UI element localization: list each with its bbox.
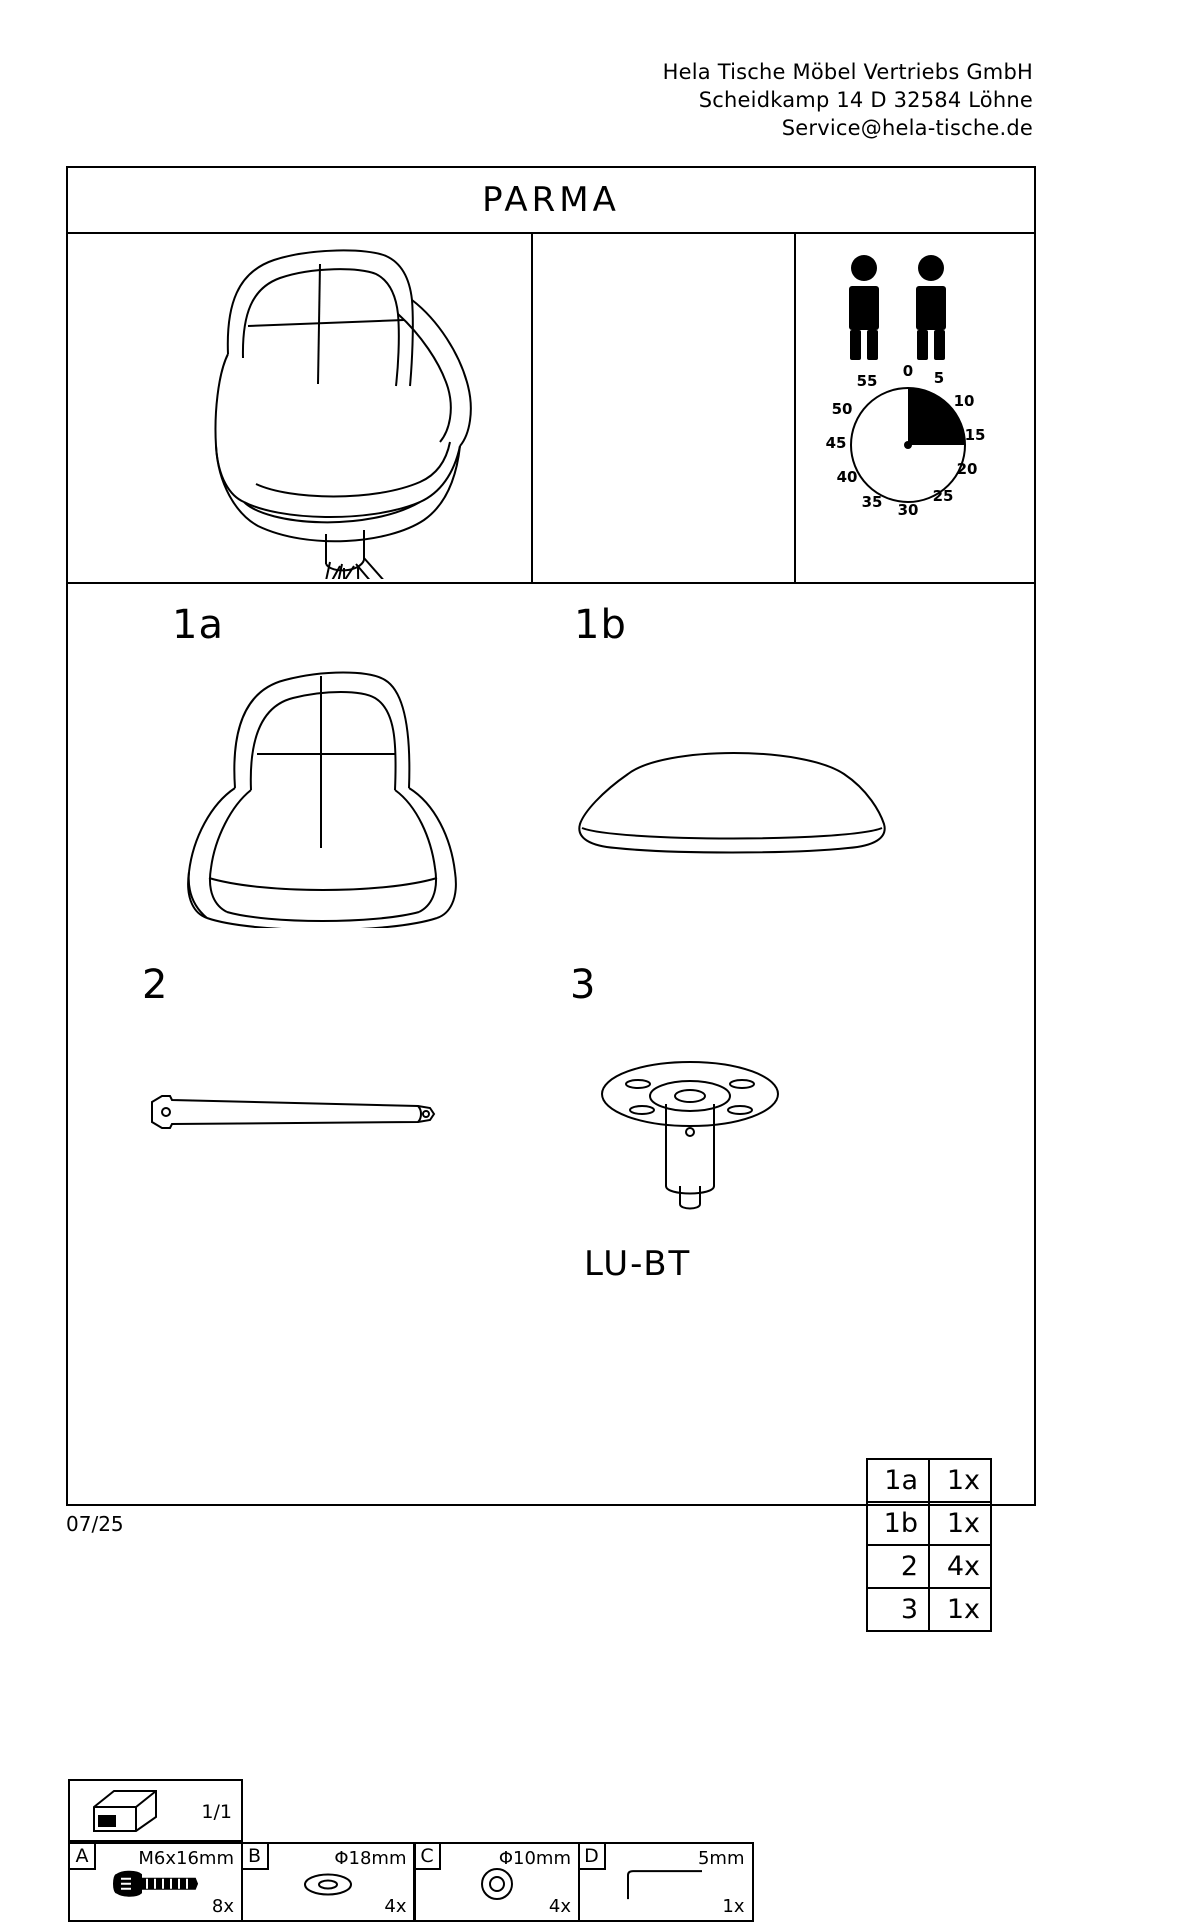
svg-text:40: 40 — [836, 468, 858, 486]
hardware-qty: 4x — [384, 1896, 407, 1917]
hardware-letter: C — [415, 1844, 441, 1870]
part-caption-lu-bt: LU-BT — [584, 1244, 692, 1284]
svg-text:35: 35 — [861, 493, 883, 511]
table-row — [867, 1459, 991, 1502]
part-label-2: 2 — [142, 962, 169, 1008]
screw-icon — [113, 1867, 199, 1901]
svg-text:45: 45 — [825, 434, 847, 452]
hardware-item-c — [413, 1842, 580, 1922]
bom-qty: 1x — [929, 1588, 991, 1631]
company-address — [663, 58, 1033, 142]
part-label-3: 3 — [570, 962, 597, 1008]
part-label-1b: 1b — [574, 602, 627, 648]
bom-part: 1a — [867, 1459, 929, 1502]
swivel-base-icon — [580, 1054, 800, 1214]
svg-text:0: 0 — [902, 362, 914, 380]
hardware-letter: B — [243, 1844, 269, 1870]
hardware-item-d — [578, 1842, 754, 1922]
table-row — [867, 1588, 991, 1631]
hardware-letter: D — [580, 1844, 606, 1870]
bom-qty: 1x — [929, 1459, 991, 1502]
washer-icon — [298, 1869, 358, 1899]
hardware-item-b — [241, 1842, 416, 1922]
hardware-qty: 1x — [722, 1896, 745, 1917]
hardware-qty: 4x — [548, 1896, 571, 1917]
table-row — [867, 1545, 991, 1588]
finished-chair-icon — [68, 234, 533, 579]
svg-text:50: 50 — [831, 400, 853, 418]
bom-part: 1b — [867, 1502, 929, 1545]
hardware-spec: 5mm — [697, 1848, 745, 1869]
svg-text:15: 15 — [964, 426, 986, 444]
svg-text:30: 30 — [897, 501, 919, 519]
bill-of-materials-table — [866, 1458, 992, 1632]
bom-qty: 1x — [929, 1502, 991, 1545]
two-persons-icon — [834, 252, 974, 367]
hardware-letter: A — [70, 1844, 96, 1870]
finished-product-cell — [68, 234, 533, 582]
company-street: Scheidkamp 14 D 32584 Löhne — [698, 88, 1033, 112]
hardware-item-a — [68, 1842, 243, 1922]
hardware-spec: Φ18mm — [334, 1848, 407, 1869]
ring-icon — [472, 1864, 522, 1904]
bag-fraction: 1/1 — [201, 1801, 232, 1823]
hardware-spec: M6x16mm — [138, 1848, 234, 1869]
svg-text:5: 5 — [933, 369, 945, 387]
clock-dial-icon — [808, 360, 1008, 530]
requirements-cell — [796, 234, 1034, 582]
overview-row — [68, 234, 1034, 584]
hardware-spec: Φ10mm — [498, 1848, 571, 1869]
hardware-qty: 8x — [211, 1896, 234, 1917]
hardware-list — [68, 1842, 754, 1922]
page-title: PARMA — [482, 180, 620, 220]
svg-text:20: 20 — [956, 460, 978, 478]
company-email: Service@hela-tische.de — [781, 116, 1033, 140]
seat-cushion-icon — [568, 736, 898, 866]
bom-qty: 4x — [929, 1545, 991, 1588]
page-code: 07/25 — [66, 1512, 124, 1536]
svg-text:55: 55 — [856, 372, 878, 390]
bom-part: 3 — [867, 1588, 929, 1631]
svg-text:10: 10 — [953, 392, 975, 410]
hardware-bag-icon — [84, 1785, 164, 1837]
company-name: Hela Tische Möbel Vertriebs GmbH — [662, 60, 1033, 84]
empty-cell — [533, 234, 796, 582]
chair-leg-icon — [146, 1084, 446, 1144]
chair-shell-icon — [173, 668, 463, 928]
svg-text:25: 25 — [932, 487, 954, 505]
product-title-row — [68, 168, 1034, 234]
table-row — [867, 1502, 991, 1545]
allen-key-icon — [616, 1863, 716, 1905]
bom-part: 2 — [867, 1545, 929, 1588]
part-label-1a: 1a — [172, 602, 224, 648]
hardware-bag-box — [68, 1779, 243, 1842]
